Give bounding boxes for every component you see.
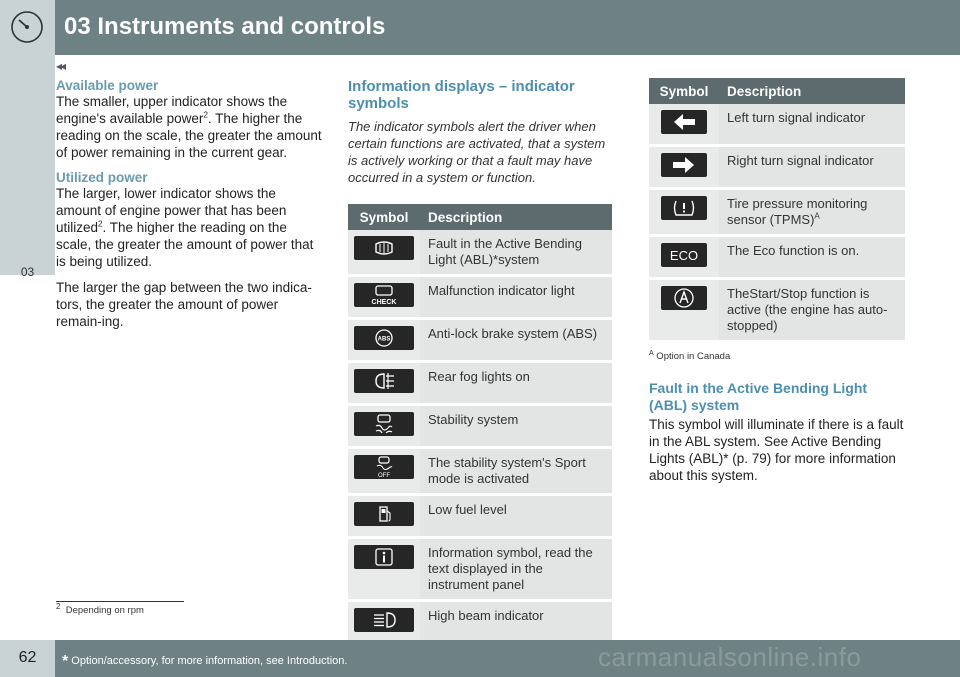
high-beam-icon [354,608,414,632]
row-description: Right turn signal indicator [719,146,905,189]
available-power-heading: Available power [56,78,159,93]
more-symbols-table [649,78,905,343]
column-more-symbols [649,78,905,493]
row-description: Low fuel level [420,495,612,538]
indicator-symbols-table [348,204,612,645]
svg-text:ABS: ABS [377,336,391,343]
row-description: Malfunction indicator light [420,276,612,319]
low-fuel-icon [354,502,414,526]
row-description: Fault in the Active Bending Light (ABL)*system [420,230,612,276]
page-number-box [0,640,55,677]
table-header-row [649,78,905,104]
indicator-symbols-heading: Information displays – indicator symbols [348,78,575,112]
abl-fault-heading: Fault in the Active Bending Light (ABL) system [649,380,868,413]
chapter-tab-label: 03 [20,265,35,279]
row-description: The Eco function is on. [719,236,905,279]
table-row [348,319,612,362]
table-row [348,601,612,644]
table-row [348,495,612,538]
abs-icon [354,326,414,350]
utilized-power-text: The larger, lower indicator shows the amount of engine power that has been utilized$^2$. The higher the reading on the scale, the greater the amount of power that is being utilized. [56,186,314,269]
information-icon [354,545,414,569]
previous-page-link[interactable]: ◂◂ [56,59,65,73]
row-description: Stability system [420,405,612,448]
table-row [348,230,612,276]
table-row [348,362,612,405]
table-footnote: $^A$ Option in Canada [649,349,731,362]
description-column-header: Description [420,204,612,230]
svg-text:OFF: OFF [378,473,390,479]
watermark: carmanualsonline.info [598,642,862,672]
start-stop-icon [661,286,707,310]
page-footnote: $^2$ Depending on rpm [56,601,144,616]
footnote-divider [56,601,184,602]
svg-text:CHECK: CHECK [371,299,397,306]
available-power-text: The smaller, upper indicator shows the engine's available power$^2$. The higher the reading on the scale, the greater the amount of power remaining in the current gear. [56,94,322,160]
row-description: TheStart/Stop function is active (the engine has auto-stopped) [719,279,905,342]
column-power [56,78,324,339]
stability-sport-icon [354,455,414,479]
svg-text:ECO: ECO [669,248,699,263]
symbol-column-header: Symbol [649,78,719,104]
left-turn-signal-icon [661,110,707,134]
stability-system-icon [354,412,414,436]
table-row [649,236,905,279]
power-gap-text: The larger the gap between the two indica-tors, the greater the amount of power remain-ing. [56,280,312,329]
table-row [348,538,612,601]
table-row [348,276,612,319]
description-column-header: Description [719,78,905,104]
tire-pressure-icon [661,196,707,220]
check-engine-icon [354,283,414,307]
chapter-tab [0,55,55,279]
right-turn-signal-icon [661,153,707,177]
page-number: 62 [18,649,37,666]
table-header-row [348,204,612,230]
eco-icon [661,243,707,267]
table-row [649,189,905,236]
column-indicator-symbols [348,78,612,645]
utilized-power-heading: Utilized power [56,170,148,185]
page-title: 03 Instruments and controls [64,13,386,40]
table-row [348,405,612,448]
active-bending-light-fault-icon [354,236,414,260]
row-description: Information symbol, read the text displayed in the instrument panel [420,538,612,601]
symbol-column-header: Symbol [348,204,420,230]
row-description: Left turn signal indicator [719,104,905,146]
row-description: The stability system's Sport mode is activated [420,448,612,495]
row-description: Tire pressure monitoring sensor (TPMS)$^A$ [719,189,905,236]
table-row [649,146,905,189]
table-row [649,279,905,342]
row-description: Anti-lock brake system (ABS) [420,319,612,362]
row-description: Rear fog lights on [420,362,612,405]
indicator-symbols-lead: The indicator symbols alert the driver when certain functions are activated, that a system is actively working or that a fault may have occurred in a system or function. [348,119,606,185]
gauge-icon-box [0,0,55,55]
footer-note: * Option/accessory, for more information, see Introduction. [62,653,348,670]
table-row [649,104,905,146]
table-row [348,448,612,495]
gauge-icon [9,9,45,45]
row-description: High beam indicator [420,601,612,644]
page-header [0,0,960,55]
abl-fault-text: This symbol will illuminate if there is a fault in the ABL system. See Active Bending Lights (ABL)* (p. 79) for more information about this system. [649,417,904,483]
rear-fog-light-icon [354,369,414,393]
